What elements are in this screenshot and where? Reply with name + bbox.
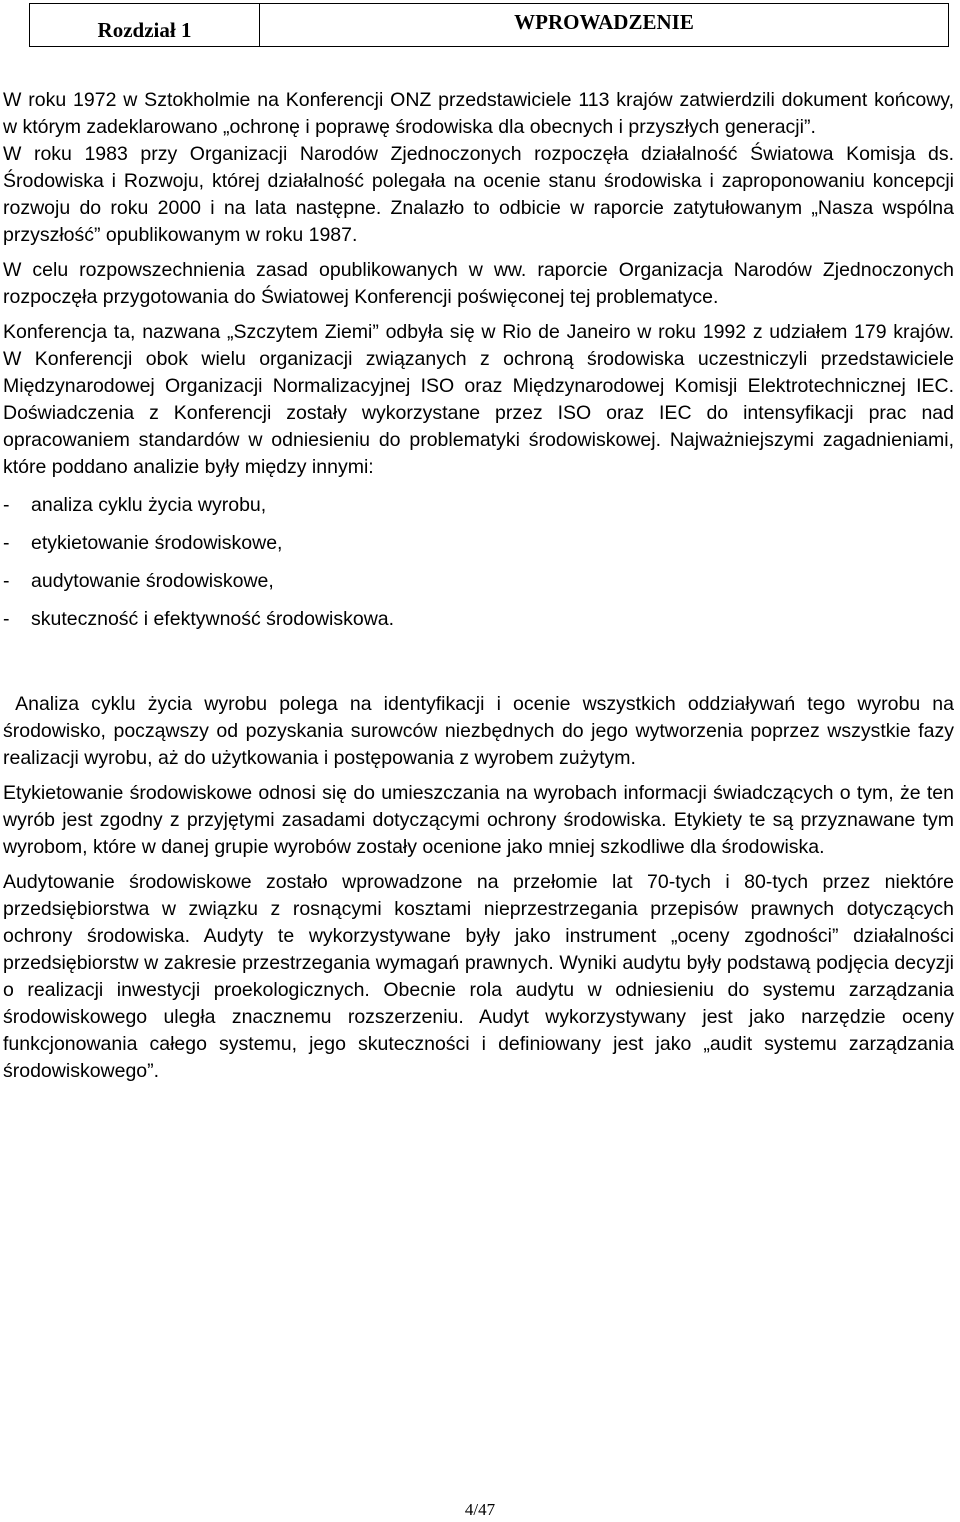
lca-paragraph: Analiza cyklu życia wyrobu polega na identyfikacji i ocenie wszystkich oddziaływań tego wyrobu na środowisko, począwszy od pozyskania surowców niezbędnych do jego wytworzenia poprzez wszystkie fazy realizacji wyrobu, aż do użytkowania i postępowania z wyrobem zużytym. xyxy=(3,693,960,769)
list-marker: - xyxy=(3,494,10,516)
list-item-text: skuteczność i efektywność środowiskowa. xyxy=(31,608,395,630)
list-item-text: etykietowanie środowiskowe, xyxy=(31,532,283,554)
intro-paragraph-2: W roku 1983 przy Organizacji Narodów Zjednoczonych rozpoczęła działalność Światowa Komisja ds. Środowiska i Rozwoju, której działalność polegała na ocenie stanu środowiska i zaproponowaniu koncepcji rozwoju do roku 2000 i na lata następne. Znalazło to odbicie w raporcie zatytułowanym „Nasza wspólna przyszłość” opublikowanym w roku 1987. xyxy=(3,143,954,246)
chapter-title: WPROWADZENIE xyxy=(514,10,694,34)
list-item xyxy=(3,606,954,633)
chapter-label: Rozdział 1 xyxy=(30,4,260,46)
list-item xyxy=(3,492,954,519)
list-item-text: audytowanie środowiskowe, xyxy=(31,570,274,592)
labelling-paragraph: Etykietowanie środowiskowe odnosi się do umieszczania na wyrobach informacji świadczących o tym, że ten wyrób jest zgodny z przyjętymi zasadami dotyczącymi ochrony środowiska. Etykiety te są przyznawane tym wyrobom, które w danej grupie wyrobów zostały ocenione jako mniej szkodliwe dla środowiska. xyxy=(3,782,954,858)
list-item xyxy=(3,568,954,595)
intro-paragraph-1: W roku 1972 w Sztokholmie na Konferencji ONZ przedstawiciele 113 krajów zatwierdzili dokument końcowy, w którym zadeklarowano „ochronę i poprawę środowiska dla obecnych i przyszłych generacji”. xyxy=(3,89,954,138)
intro-paragraph-3: W celu rozpowszechnienia zasad opublikowanych w ww. raporcie Organizacja Narodów Zjednoczonych rozpoczęła przygotowania do Światowej Konferencji poświęconej tej problematyce. xyxy=(3,259,954,308)
list-item xyxy=(3,530,954,557)
list-item-text: analiza cyklu życia wyrobu, xyxy=(31,494,267,516)
list-marker: - xyxy=(3,532,10,554)
topics-list xyxy=(3,492,954,633)
chapter-header xyxy=(29,3,949,47)
document-body xyxy=(3,87,960,1085)
list-marker: - xyxy=(3,608,10,630)
intro-paragraph-4: Konferencja ta, nazwana „Szczytem Ziemi” odbyła się w Rio de Janeiro w roku 1992 z udziałem 179 krajów. W Konferencji obok wielu organizacji związanych z ochroną środowiska uczestniczyli przedstawiciele Międzynarodowej Organizacji Normalizacyjnej ISO oraz Międzynarodowej Komisji Elektrotechnicznej IEC. Doświadczenia z Konferencji zostały wykorzystane przez ISO oraz IEC do intensyfikacji prac nad opracowaniem standardów w odniesieniu do problematyki środowiskowej. Najważniejszymi zagadnieniami, które poddano analizie były między innymi: xyxy=(3,321,954,478)
page-number: 4/47 xyxy=(464,1500,496,1519)
list-marker: - xyxy=(3,570,10,592)
audit-paragraph: Audytowanie środowiskowe zostało wprowadzone na przełomie lat 70-tych i 80-tych przez niektóre przedsiębiorstwa w związku z rosnącymi kosztami nieprzestrzegania przepisów prawnych dotyczących ochrony środowiska. Audyty te wykorzystywane były jako instrument „oceny zgodności” działalności przedsiębiorstw w zakresie przestrzegania wymagań prawnych. Wyniki audytu były podstawą podjęcia decyzji o realizacji inwestycji proekologicznych. Obecnie rola audytu w odniesieniu do systemu zarządzania środowiskowego uległa znacznemu rozszerzeniu. Audyt wykorzystywany jest jako narzędzie oceny funkcjonowania całego systemu, jego skuteczności i definiowany jest jako „audit systemu zarządzania środowiskowego”. xyxy=(3,871,954,1082)
